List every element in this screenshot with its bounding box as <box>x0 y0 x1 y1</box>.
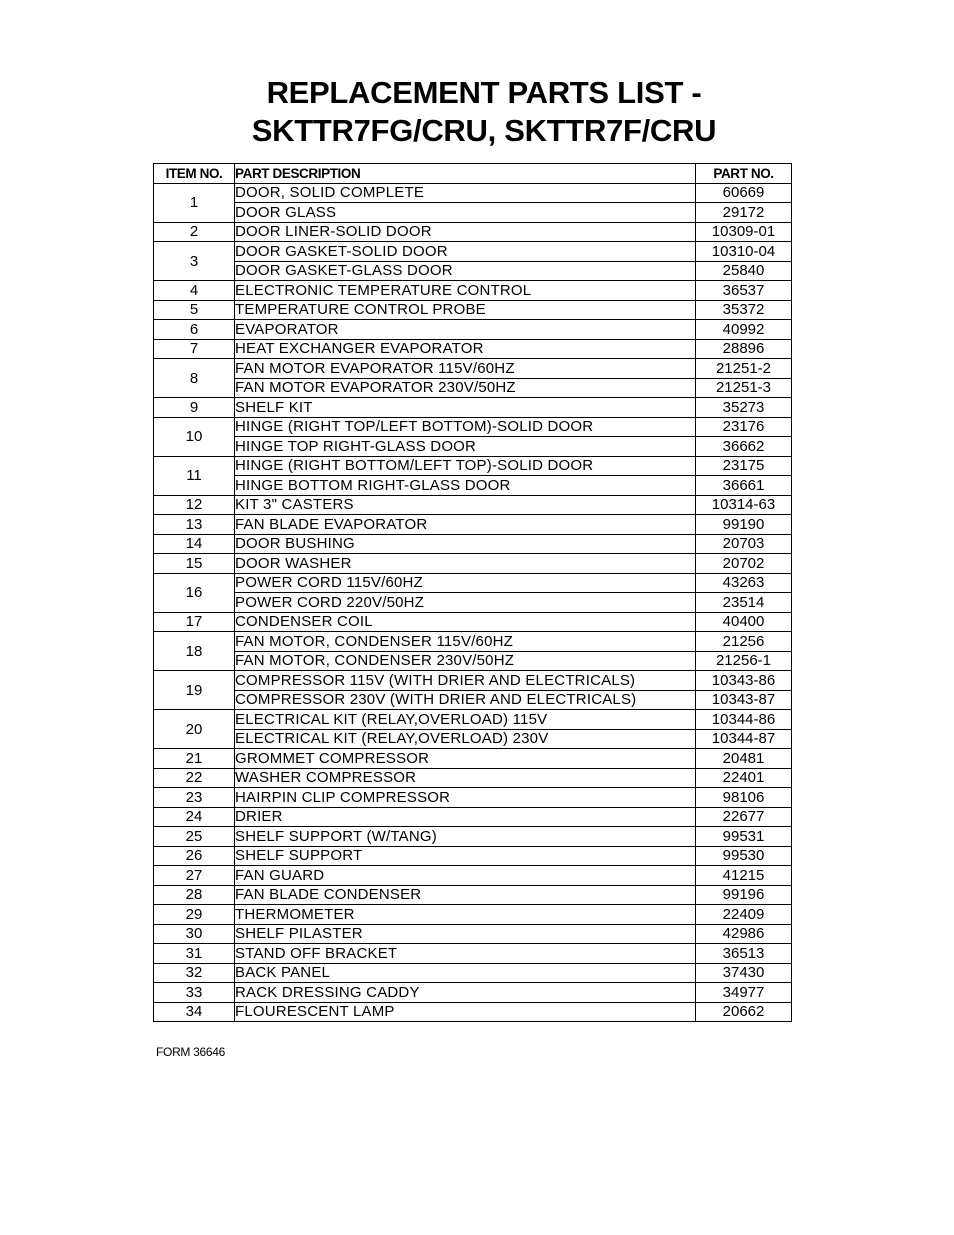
item-number: 2 <box>154 222 235 242</box>
part-number: 60669 <box>696 183 792 203</box>
part-number: 10344-86 <box>696 710 792 730</box>
table-row <box>154 476 792 496</box>
table-row <box>154 885 792 905</box>
part-number: 36513 <box>696 944 792 964</box>
table-row <box>154 788 792 808</box>
part-description: FAN MOTOR EVAPORATOR 230V/50HZ <box>235 378 696 398</box>
item-number: 14 <box>154 534 235 554</box>
item-number: 21 <box>154 749 235 769</box>
part-description: POWER CORD 220V/50HZ <box>235 593 696 613</box>
part-number: 25840 <box>696 261 792 281</box>
table-row <box>154 1002 792 1022</box>
table-row <box>154 534 792 554</box>
part-description: DOOR BUSHING <box>235 534 696 554</box>
part-description: ELECTRICAL KIT (RELAY,OVERLOAD) 230V <box>235 729 696 749</box>
part-number: 23176 <box>696 417 792 437</box>
part-description: POWER CORD 115V/60HZ <box>235 573 696 593</box>
part-description: GROMMET COMPRESSOR <box>235 749 696 769</box>
part-number: 10343-87 <box>696 690 792 710</box>
item-number: 27 <box>154 866 235 886</box>
part-description: HAIRPIN CLIP COMPRESSOR <box>235 788 696 808</box>
part-number: 35372 <box>696 300 792 320</box>
item-number: 31 <box>154 944 235 964</box>
table-row <box>154 300 792 320</box>
part-number: 40992 <box>696 320 792 340</box>
part-description: ELECTRONIC TEMPERATURE CONTROL <box>235 281 696 301</box>
item-number: 13 <box>154 515 235 535</box>
part-description: DOOR GASKET-SOLID DOOR <box>235 242 696 262</box>
table-row <box>154 437 792 457</box>
table-row <box>154 729 792 749</box>
part-number: 21256 <box>696 632 792 652</box>
item-number: 6 <box>154 320 235 340</box>
item-number: 5 <box>154 300 235 320</box>
part-number: 20481 <box>696 749 792 769</box>
table-row <box>154 866 792 886</box>
part-number: 36537 <box>696 281 792 301</box>
part-number: 98106 <box>696 788 792 808</box>
item-number: 9 <box>154 398 235 418</box>
part-number: 21251-2 <box>696 359 792 379</box>
part-number: 21256-1 <box>696 651 792 671</box>
part-description: COMPRESSOR 230V (WITH DRIER AND ELECTRICALS) <box>235 690 696 710</box>
table-row <box>154 359 792 379</box>
part-number: 20702 <box>696 554 792 574</box>
table-row <box>154 690 792 710</box>
table-row <box>154 183 792 203</box>
part-number: 42986 <box>696 924 792 944</box>
item-number: 24 <box>154 807 235 827</box>
item-number: 18 <box>154 632 235 671</box>
item-number: 7 <box>154 339 235 359</box>
page-title <box>0 74 954 150</box>
item-number: 25 <box>154 827 235 847</box>
part-number: 22401 <box>696 768 792 788</box>
table-row <box>154 339 792 359</box>
part-description: DRIER <box>235 807 696 827</box>
table-row <box>154 612 792 632</box>
table-row <box>154 924 792 944</box>
item-number: 23 <box>154 788 235 808</box>
table-row <box>154 222 792 242</box>
part-description: FAN MOTOR, CONDENSER 230V/50HZ <box>235 651 696 671</box>
part-description: RACK DRESSING CADDY <box>235 983 696 1003</box>
table-row <box>154 456 792 476</box>
table-row <box>154 398 792 418</box>
table-row <box>154 515 792 535</box>
part-description: DOOR LINER-SOLID DOOR <box>235 222 696 242</box>
part-number: 10344-87 <box>696 729 792 749</box>
item-number: 32 <box>154 963 235 983</box>
part-description: ELECTRICAL KIT (RELAY,OVERLOAD) 115V <box>235 710 696 730</box>
header-row <box>154 164 792 184</box>
part-description: FAN GUARD <box>235 866 696 886</box>
table-row <box>154 378 792 398</box>
item-number: 10 <box>154 417 235 456</box>
part-description: HINGE BOTTOM RIGHT-GLASS DOOR <box>235 476 696 496</box>
part-description: SHELF KIT <box>235 398 696 418</box>
table-row <box>154 905 792 925</box>
item-number: 34 <box>154 1002 235 1022</box>
item-number: 26 <box>154 846 235 866</box>
table-row <box>154 749 792 769</box>
table-row <box>154 963 792 983</box>
part-number: 99531 <box>696 827 792 847</box>
part-number: 41215 <box>696 866 792 886</box>
table-row <box>154 671 792 691</box>
header-item-no: ITEM NO. <box>154 164 235 184</box>
table-row <box>154 261 792 281</box>
part-number: 99196 <box>696 885 792 905</box>
part-number: 21251-3 <box>696 378 792 398</box>
part-description: HINGE (RIGHT TOP/LEFT BOTTOM)-SOLID DOOR <box>235 417 696 437</box>
table-row <box>154 983 792 1003</box>
table-row <box>154 242 792 262</box>
part-number: 23175 <box>696 456 792 476</box>
part-number: 20662 <box>696 1002 792 1022</box>
table-row <box>154 554 792 574</box>
parts-table-header <box>154 164 792 184</box>
table-row <box>154 573 792 593</box>
part-number: 28896 <box>696 339 792 359</box>
table-row <box>154 944 792 964</box>
parts-table <box>153 163 792 1022</box>
item-number: 4 <box>154 281 235 301</box>
part-number: 10343-86 <box>696 671 792 691</box>
part-description: COMPRESSOR 115V (WITH DRIER AND ELECTRICALS) <box>235 671 696 691</box>
part-description: DOOR GASKET-GLASS DOOR <box>235 261 696 281</box>
part-description: FAN BLADE CONDENSER <box>235 885 696 905</box>
part-description: FAN MOTOR, CONDENSER 115V/60HZ <box>235 632 696 652</box>
table-row <box>154 320 792 340</box>
part-number: 10309-01 <box>696 222 792 242</box>
part-description: FAN MOTOR EVAPORATOR 115V/60HZ <box>235 359 696 379</box>
part-description: HINGE (RIGHT BOTTOM/LEFT TOP)-SOLID DOOR <box>235 456 696 476</box>
part-description: SHELF PILASTER <box>235 924 696 944</box>
part-number: 10310-04 <box>696 242 792 262</box>
part-description: STAND OFF BRACKET <box>235 944 696 964</box>
table-row <box>154 203 792 223</box>
header-part-no: PART NO. <box>696 164 792 184</box>
table-row <box>154 417 792 437</box>
part-number: 22677 <box>696 807 792 827</box>
item-number: 12 <box>154 495 235 515</box>
part-number: 10314-63 <box>696 495 792 515</box>
table-row <box>154 827 792 847</box>
part-description: BACK PANEL <box>235 963 696 983</box>
table-row <box>154 495 792 515</box>
part-number: 40400 <box>696 612 792 632</box>
form-number: FORM 36646 <box>156 1045 226 1059</box>
part-description: DOOR, SOLID COMPLETE <box>235 183 696 203</box>
table-row <box>154 593 792 613</box>
part-number: 29172 <box>696 203 792 223</box>
part-number: 35273 <box>696 398 792 418</box>
table-row <box>154 281 792 301</box>
part-description: DOOR WASHER <box>235 554 696 574</box>
item-number: 30 <box>154 924 235 944</box>
part-description: SHELF SUPPORT <box>235 846 696 866</box>
part-number: 22409 <box>696 905 792 925</box>
part-number: 36662 <box>696 437 792 457</box>
item-number: 20 <box>154 710 235 749</box>
part-number: 99190 <box>696 515 792 535</box>
item-number: 1 <box>154 183 235 222</box>
table-row <box>154 651 792 671</box>
item-number: 17 <box>154 612 235 632</box>
part-description: HEAT EXCHANGER EVAPORATOR <box>235 339 696 359</box>
page-title-line-2: SKTTR7FG/CRU, SKTTR7F/CRU <box>251 113 717 148</box>
part-number: 23514 <box>696 593 792 613</box>
part-description: SHELF SUPPORT (W/TANG) <box>235 827 696 847</box>
part-number: 37430 <box>696 963 792 983</box>
table-row <box>154 807 792 827</box>
part-description: TEMPERATURE CONTROL PROBE <box>235 300 696 320</box>
part-description: CONDENSER COIL <box>235 612 696 632</box>
part-description: DOOR GLASS <box>235 203 696 223</box>
table-row <box>154 846 792 866</box>
part-number: 43263 <box>696 573 792 593</box>
part-number: 99530 <box>696 846 792 866</box>
table-row <box>154 768 792 788</box>
item-number: 15 <box>154 554 235 574</box>
table-row <box>154 710 792 730</box>
part-description: FLOURESCENT LAMP <box>235 1002 696 1022</box>
part-description: THERMOMETER <box>235 905 696 925</box>
item-number: 29 <box>154 905 235 925</box>
page-title-line-1: REPLACEMENT PARTS LIST - <box>266 75 702 110</box>
part-number: 34977 <box>696 983 792 1003</box>
part-number: 36661 <box>696 476 792 496</box>
parts-table-body <box>154 183 792 1022</box>
part-description: KIT 3" CASTERS <box>235 495 696 515</box>
part-number: 20703 <box>696 534 792 554</box>
table-row <box>154 632 792 652</box>
part-description: FAN BLADE EVAPORATOR <box>235 515 696 535</box>
item-number: 33 <box>154 983 235 1003</box>
item-number: 16 <box>154 573 235 612</box>
item-number: 22 <box>154 768 235 788</box>
part-description: HINGE TOP RIGHT-GLASS DOOR <box>235 437 696 457</box>
item-number: 3 <box>154 242 235 281</box>
item-number: 28 <box>154 885 235 905</box>
item-number: 11 <box>154 456 235 495</box>
part-description: WASHER COMPRESSOR <box>235 768 696 788</box>
item-number: 8 <box>154 359 235 398</box>
header-part-description: PART DESCRIPTION <box>235 164 696 184</box>
item-number: 19 <box>154 671 235 710</box>
part-description: EVAPORATOR <box>235 320 696 340</box>
